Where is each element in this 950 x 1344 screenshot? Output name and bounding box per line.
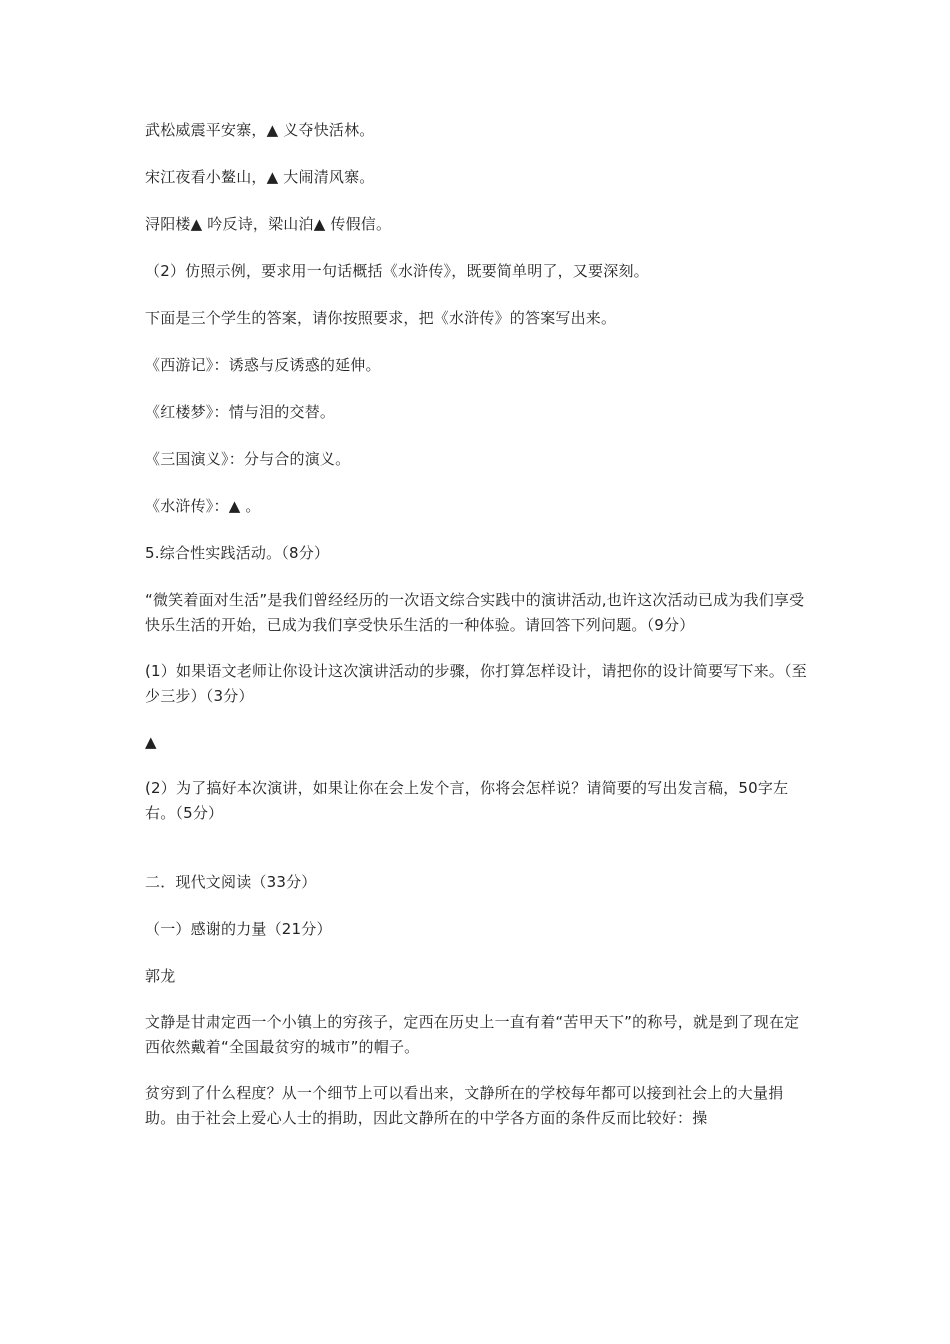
section-5-heading: 5.综合性实践活动。（8分） [145, 544, 330, 562]
article-paragraph-1: 文静是甘肃定西一个小镇上的穷孩子，定西在历史上一直有着“苦甲天下”的称号，就是到了现在定西依然戴着“全国最贫穷的城市”的帽子。 [145, 1013, 800, 1056]
answer-placeholder-triangle: ▲ [145, 733, 157, 751]
article-author: 郭龙 [145, 967, 176, 985]
answer-shuihu: 《水浒传》：▲ 。 [145, 497, 261, 515]
paragraph-wusong: 武松威震平安寨，▲ 义夺快活林。 [145, 121, 375, 139]
answer-hongloumeng: 《红楼梦》：情与泪的交替。 [145, 403, 336, 421]
question-2-instruction: （2）仿照示例，要求用一句话概括《水浒传》，既要简单明了，又要深刻。 [145, 262, 649, 280]
article-title: （一）感谢的力量（21分） [145, 920, 332, 938]
question-2-speech: (2）为了搞好本次演讲，如果让你在会上发个言，你将会怎样说？请简要的写出发言稿，50字左右。（5分） [145, 779, 789, 822]
article-paragraph-2: 贫穷到了什么程度？从一个细节上可以看出来，文静所在的学校每年都可以接到社会上的大量捐助。由于社会上爱心人士的捐助，因此文静所在的中学各方面的条件反而比较好：操 [145, 1084, 784, 1127]
answer-sanguo: 《三国演义》：分与合的演义。 [145, 450, 351, 468]
answer-xiyouji: 《西游记》：诱惑与反诱惑的延伸。 [145, 356, 381, 374]
paragraph-smile-activity: “微笑着面对生活”是我们曾经经历的一次语文综合实践中的演讲活动,也许这次活动已成为我们享受快乐生活的开始，已成为我们享受快乐生活的一种体验。请回答下列问题。（9分） [145, 591, 805, 634]
question-1-design: (1）如果语文老师让你设计这次演讲活动的步骤，你打算怎样设计，请把你的设计简要写下来。（至少三步）（3分） [145, 662, 807, 705]
paragraph-xunyanglou: 浔阳楼▲ 吟反诗，梁山泊▲ 传假信。 [145, 215, 392, 233]
paragraph-three-answers: 下面是三个学生的答案，请你按照要求，把《水浒传》的答案写出来。 [145, 309, 617, 327]
paragraph-songjiang: 宋江夜看小鳌山，▲ 大闹清风寨。 [145, 168, 375, 186]
section-modern-reading-heading: 二．现代文阅读（33分） [145, 873, 317, 891]
document-body [145, 118, 810, 1131]
